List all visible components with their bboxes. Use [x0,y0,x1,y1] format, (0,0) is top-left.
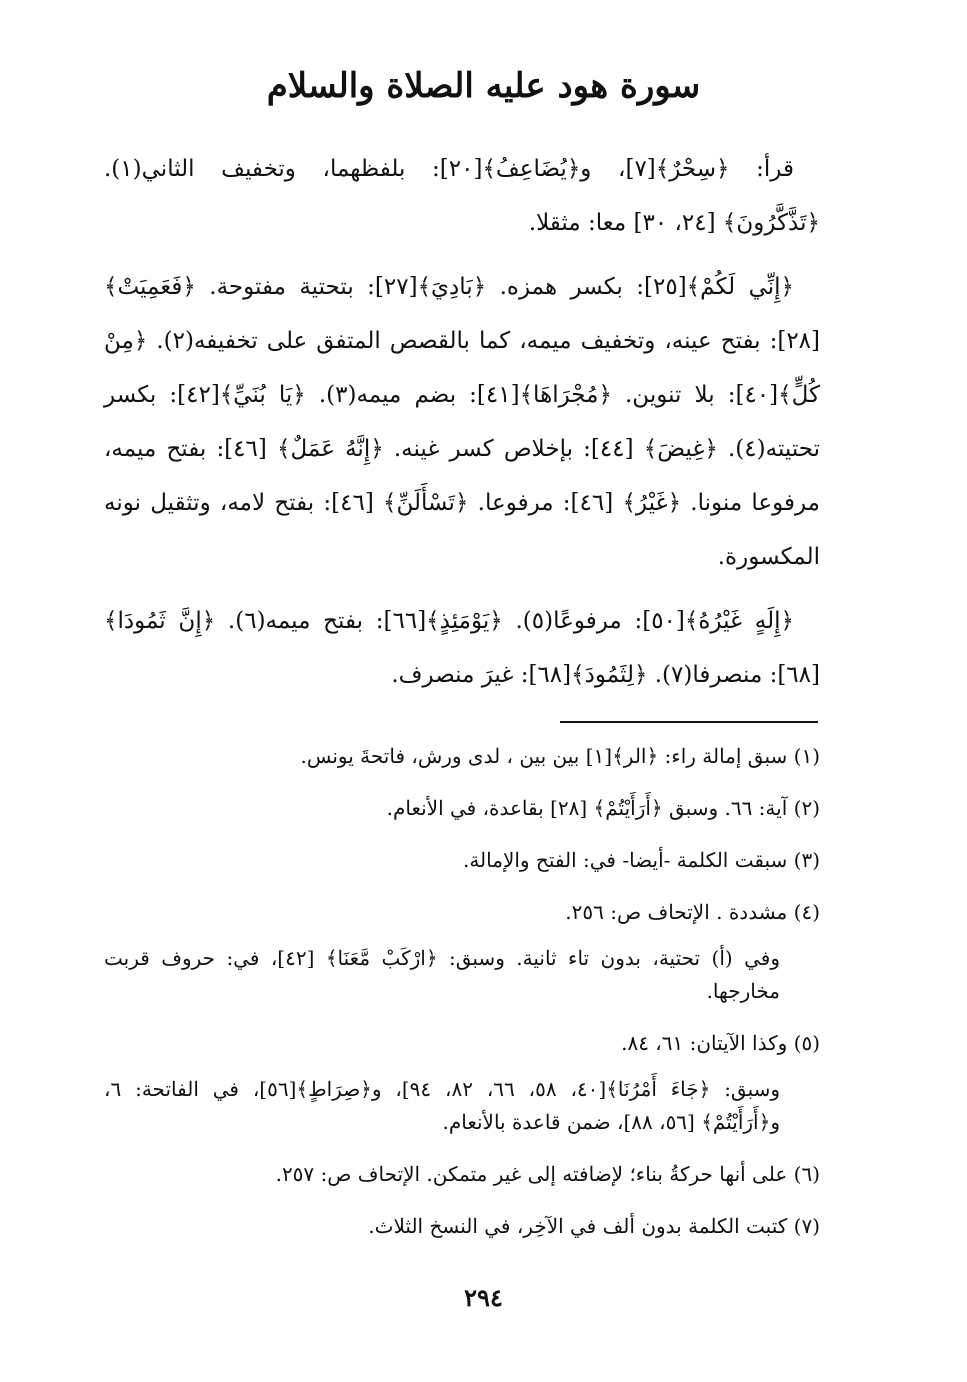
footnote-7: (٧) كتبت الكلمة بدون ألف في الآخِر، في النسخ الثلاث. [368,1214,820,1238]
footnote-5-continued: وسبق: ﴿جَاءَ أَمْرُنَا﴾[٤٠، ٥٨، ٦٦، ٨٢، ٩٤]، و﴿صِرَاطٍ﴾[٥٦]، في الفاتحة: ٦، و﴿أَرَأَيْتُمْ﴾ [٥٦، ٨٨]، ضمن قاعدة بالأنعام. [104,1077,781,1134]
surah-title: سورة هود عليه الصلاة والسلام [266,66,701,106]
footnote-5: (٥) وكذا الآيتان: ٦١، ٨٤. [621,1031,820,1055]
footnote-2: (٢) آية: ٦٦. وسبق ﴿أَرَأَيْتُمْ﴾ [٢٨] بقاعدة، في الأنعام. [386,796,820,820]
paragraph-2: ﴿إِنِّي لَكُمْ﴾[٢٥]: بكسر همزه. ﴿بَادِيَ﴾[٢٧]: بتحتية مفتوحة. ﴿فَعَمِيَتْ﴾ [٢٨]: بفتح عينه، وتخفيف ميمه، كما بالقصص المتفق على تخفيفه(٢). ﴿مِنْ كُلٍّ﴾[٤٠]: بلا تنوين. ﴿مُجْرَاهَا﴾[٤١]: بضم ميمه(٣). ﴿يَا بُنَيِّ﴾[٤٢]: بكسر تحتيته(٤). ﴿غِيضَ﴾ [٤٤]: بإخلاص كسر غينه. ﴿إِنَّهُ عَمَلٌ﴾ [٤٦]: بفتح ميمه، مرفوعا منونا. ﴿غَيْرُ﴾ [٤٦]: مرفوعا. ﴿تَسْأَلَنِّ﴾ [٤٦]: بفتح لامه، وتثقيل نونه المكسورة. [104,274,821,570]
paragraph-3: ﴿إِلَهٍ غَيْرُهُ﴾[٥٠]: مرفوعًا(٥). ﴿يَوْمَئِذٍ﴾[٦٦]: بفتح ميمه(٦). ﴿إِنَّ ثَمُودَا﴾[٦٨]: منصرفا(٧). ﴿لِثَمُودَ﴾[٦٨]: غيرَ منصرف. [104,608,820,688]
paragraph-1: قرأ: ﴿سِحْرٌ﴾[٧]، و﴿يُضَاعِفُ﴾[٢٠]: بلفظهما، وتخفيف الثاني(١). ﴿تَذَّكَّرُونَ﴾ [٢٤، ٣٠] معا: مثقلا. [104,156,820,236]
footnote-4: (٤) مشددة . الإتحاف ص: ٢٥٦. [565,900,820,924]
footnote-6: (٦) على أنها حركةُ بناء؛ لإضافته إلى غير متمكن. الإتحاف ص: ٢٥٧. [275,1162,820,1186]
footnotes [104,740,820,1262]
footnote-4-continued: وفي (أ) تحتية، بدون تاء ثانية. وسبق: ﴿ارْكَبْ مَّعَنَا﴾ [٤٢]، في: حروف قربت مخارجها. [104,946,780,1003]
footnote-3: (٣) سبقت الكلمة -أيضا- في: الفتح والإمالة. [462,848,820,872]
footnote-divider [560,721,818,723]
page-number: ٢٩٤ [464,1283,503,1312]
main-text [104,142,820,712]
footnote-1: (١) سبق إمالة راء: ﴿الر﴾[١] بين بين ، لدى ورش، فاتحةَ يونس. [300,744,820,768]
